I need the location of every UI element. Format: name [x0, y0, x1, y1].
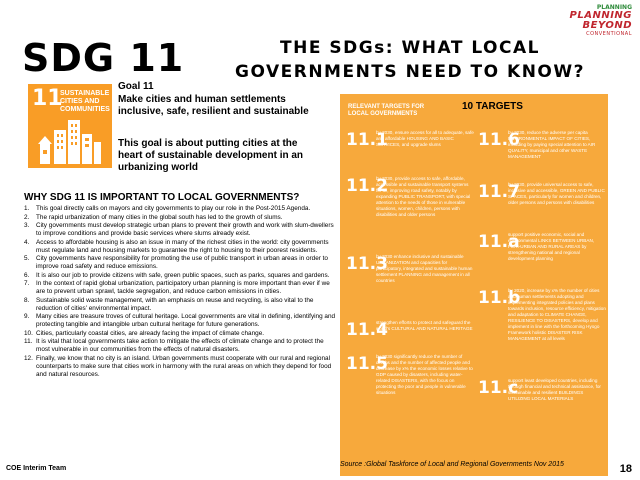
- list-text: Sustainable solid waste management, with an emphasis on reuse and recycling, is also vital to the reduction of cities' environmental impact.: [36, 296, 314, 312]
- target-text: by 2030 enhance inclusive and sustainable URBANIZATION and capacities for participatory, integrated and sustainable human settlement PLANNING and management in all countries: [376, 254, 473, 283]
- list-number: 7.: [24, 280, 30, 287]
- list-item: [24, 280, 336, 296]
- list-number: 10.: [24, 329, 33, 337]
- logo-line4: CONVENTIONAL: [586, 31, 632, 37]
- list-number: 4.: [24, 238, 30, 246]
- target-text: by 2030, ensure access for all to adequate, safe and affordable HOUSING AND BASIC SERVICES, and upgrade slums: [376, 130, 474, 147]
- target-code: 11.4: [346, 320, 388, 340]
- list-item: [24, 214, 336, 222]
- source-citation: Source :Global Taskforce of Local and Regional Governments Nov 2015: [340, 461, 564, 468]
- list-item: [24, 330, 336, 338]
- city-buildings-icon: [38, 116, 102, 164]
- list-number: 3.: [24, 222, 30, 229]
- goal-subtext: This goal is about putting cities at the heart of sustainable development in an urbanizing world: [118, 138, 304, 173]
- target-code: 11.7: [478, 182, 520, 202]
- list-text: City governments must develop strategic urban plans to prevent their growth and work with slum-dwellers to improve conditions and provide basic services where slums already exist.: [36, 222, 334, 237]
- list-number: 2.: [24, 213, 30, 221]
- list-number: 1.: [24, 205, 30, 212]
- list-item: [24, 272, 336, 280]
- target-text: by 2030, provide access to safe, affordable, accessible and sustainable transport systems for all, improving road safety, notably by expanding PUBLIC TRANSPORT, with special attention to the needs of those in vulnerable situations, women, children, persons with disabilities and older persons: [376, 176, 471, 217]
- footer-team: COE Interim Team: [6, 465, 67, 472]
- list-number: 9.: [24, 313, 30, 320]
- list-number: 8.: [24, 296, 30, 304]
- target-code: 11.5: [346, 354, 388, 374]
- list-text: It is vital that local governments take action to mitigate the effects of climate change and to protect the most vulnerable in our communities from the effects of natural disasters.: [36, 338, 324, 353]
- sdg11-icon: [28, 84, 112, 168]
- page-title: THE SDGs: WHAT LOCAL GOVERNMENTS NEED TO KNOW?: [235, 38, 585, 82]
- why-list: [24, 205, 336, 379]
- list-item: [24, 297, 336, 313]
- sdg-icon-label: SUSTAINABLE CITIES AND COMMUNITIES: [60, 90, 110, 113]
- sdg-number-title: SDG 11: [22, 36, 185, 80]
- target-code: 11.2: [346, 176, 388, 196]
- target-text: by 2030 significantly reduce the number of deaths and the number of affected people and decrease by x% the economic losses relative to GDP caused by disasters, including water-related DISASTERS, with the focus on protecting the poor and people in vulnerable situations: [376, 354, 473, 395]
- logo-line1: PLANNING: [596, 4, 632, 11]
- target-code: 11.c: [478, 378, 519, 398]
- list-number: 6.: [24, 271, 30, 279]
- list-text: Many cities are treasure troves of cultural heritage. Local governments are vital in defining, identifying and protecting tangible and intangible urban cultural heritage for future generations.: [36, 313, 336, 328]
- list-item: [24, 205, 336, 213]
- logo-line3: BEYOND: [582, 20, 632, 31]
- list-item: [24, 338, 336, 354]
- target-code: 11.3: [346, 254, 388, 274]
- sdg-icon-number: 11: [32, 86, 63, 111]
- why-heading: WHY SDG 11 IS IMPORTANT TO LOCAL GOVERNMENTS?: [24, 192, 300, 203]
- target-text: support least developed countries, including through financial and technical assistance, for sustainable and resilient BUILDINGS UTILIZING LOCAL MATERIALS: [508, 378, 601, 401]
- list-item: [24, 239, 336, 255]
- list-number: 12.: [24, 354, 33, 362]
- list-item: [24, 222, 336, 238]
- logo-line2: PLANNING: [569, 10, 632, 21]
- target-text: by 2020, increase by x% the number of cities and human settlements adopting and implementing integrated policies and plans towards inclusion, resource efficiency, mitigation and adaptation to CLIMATE CHANGE, RESILIENCE TO DISASTERS, develop and implement in line with the forthcoming Hyogo Framework holistic DISASTER RISK MANAGEMENT at all levels: [508, 288, 606, 341]
- list-item: [24, 313, 336, 329]
- list-text: This goal directly calls on mayors and city governments to play our role in the Post-2015 Agenda.: [36, 205, 311, 212]
- target-code: 11.1: [346, 130, 388, 150]
- goal-label: Goal 11: [118, 81, 154, 92]
- list-text: It is also our job to provide citizens with safe, green public spaces, such as parks, squares and gardens.: [36, 271, 330, 279]
- list-text: Cities, particularly coastal cities, are already facing the impact of climate change.: [36, 329, 265, 337]
- panel-heading: 10 TARGETS: [462, 101, 523, 112]
- list-text: Access to affordable housing is also an issue in many of the richest cities in the world: city governments must regulate land and housing markets to guarantee the right to housing to their poorest residents.: [36, 238, 329, 254]
- target-code: 11.6: [478, 130, 520, 150]
- target-text: by 2030, reduce the adverse per capita ENVIRONMENTAL IMPACT OF CITIES, including by paying special attention to AIR QUALITY, municipal and other WASTE MANAGEMENT: [508, 130, 596, 159]
- panel-subheading: RELEVANT TARGETS FOR LOCAL GOVERNMENTS: [348, 104, 425, 117]
- target-text: support positive economic, social and environmental LINKS BETWEEN URBAN, PERI-URBAN AND RURAL AREAS by strengthening national and regional development planning: [508, 232, 595, 261]
- list-item: [24, 255, 336, 271]
- target-code: 11.b: [478, 288, 521, 308]
- list-number: 5.: [24, 255, 30, 262]
- goal-text: Make cities and human settlements inclusive, safe, resilient and sustainable: [118, 94, 309, 117]
- list-number: 11.: [24, 338, 33, 345]
- target-text: strengthen efforts to protect and safeguard the world's CULTURAL AND NATURAL HERITAGE: [376, 320, 473, 331]
- page-number: 18: [619, 463, 632, 475]
- targets-panel: [340, 94, 608, 476]
- target-text: by 2030, provide universal access to safe, inclusive and accessible, GREEN AND PUBLIC SPACES, particularly for women and children, older persons and persons with disabilities: [508, 182, 605, 205]
- list-item: [24, 355, 336, 379]
- target-code: 11.a: [478, 232, 520, 252]
- list-text: Finally, we know that no city is an island. Urban governments must cooperate with our rural and regional counterparts to make sure that cities work in harmony with the rural areas on which they depend for food and natural resources.: [36, 354, 332, 378]
- planning-beyond-logo: [554, 4, 632, 36]
- list-text: City governments have responsibility for promoting the use of public transport in urban areas in order to improve road safety and reduce emissions.: [36, 255, 328, 270]
- list-text: The rapid urbanization of many cities in the global south has led to the growth of slums.: [36, 213, 283, 221]
- list-text: In the context of rapid global urbanization, participatory urban planning is more important than ever if we are to prevent urban sprawl, tackle segregation, and reduce carbon emissions in cities.: [36, 280, 330, 295]
